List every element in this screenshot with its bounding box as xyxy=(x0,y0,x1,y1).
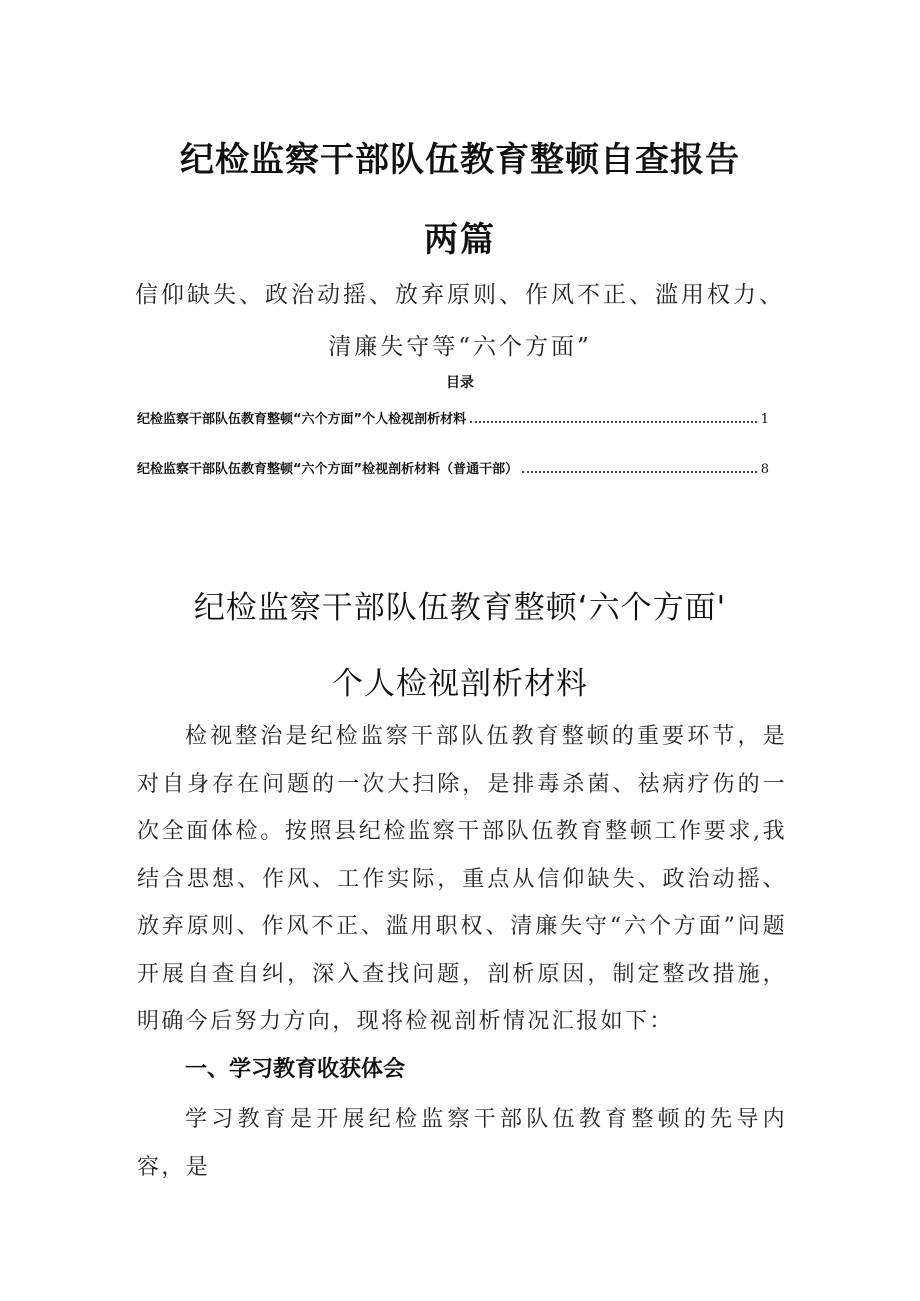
toc-leader-dots xyxy=(522,471,757,473)
document-subtitle-line2: 清廉失守等“六个方面” xyxy=(328,334,592,360)
document-title: 纪检监察干部队伍教育整顿自查报告 xyxy=(180,140,740,180)
toc-entry[interactable] xyxy=(137,408,769,427)
document-title-line2: 两篇 xyxy=(424,220,496,260)
toc-entry-page: 8 xyxy=(760,462,769,477)
toc-entry[interactable] xyxy=(137,458,769,477)
toc-heading: 目录 xyxy=(446,375,474,391)
toc-entry-text: 纪检监察干部队伍教育整顿“六个方面”个人检视剖析材料 xyxy=(137,412,467,427)
body-paragraph: 检视整治是纪检监察干部队伍教育整顿的重要环节，是对自身存在问题的一次大扫除，是排毒杀菌、祛病疗伤的一次全面体检。按照县纪检监察干部队伍教育整顿工作要求,我结合思想、作风、工作实际，重点从信仰缺失、政治动摇、放弃原则、作风不正、滥用职权、清廉失守“六个方面”问题开展自查自纠，深入查找问题，剖析原因，制定整改措施，明确今后努力方向，现将检视剖析情况汇报如下： xyxy=(137,724,787,1034)
section-heading: 一、学习教育收获体会 xyxy=(185,1057,406,1082)
toc-leader-dots xyxy=(470,421,757,423)
toc-entry-text: 纪检监察干部队伍教育整顿“六个方面”检视剖析材料（普通干部） xyxy=(137,462,519,477)
toc-entry-page: 1 xyxy=(760,412,769,427)
document-subtitle: 信仰缺失、政治动摇、放弃原则、作风不正、滥用权力、 xyxy=(135,282,785,308)
body-paragraph: 学习教育是开展纪检监察干部队伍教育整顿的先导内容，是 xyxy=(137,1107,787,1180)
section-title-line2: 个人检视剖析材料 xyxy=(332,666,588,702)
section-title: 纪检监察干部队伍教育整顿‘六个方面' xyxy=(193,590,727,626)
